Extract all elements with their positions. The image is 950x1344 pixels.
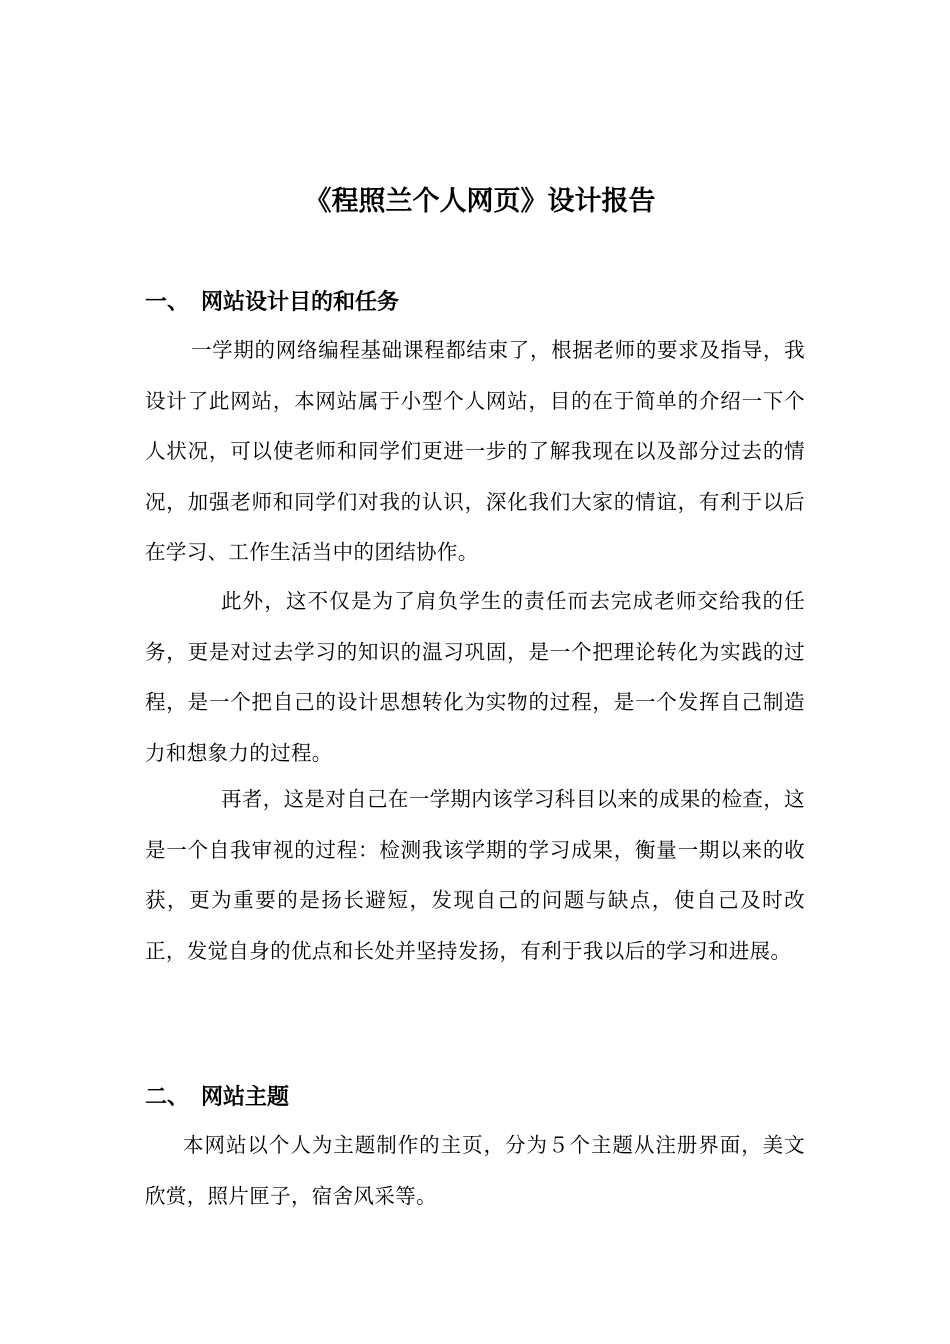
section-1-heading-text: 网站设计目的和任务 bbox=[201, 289, 400, 315]
section-1-heading bbox=[145, 286, 399, 318]
section-2-number: 二、 bbox=[145, 1084, 190, 1110]
section-1-number: 一、 bbox=[145, 289, 190, 315]
section-1-paragraph-2: 此外，这不仅是为了肩负学生的责任而去完成老师交给我的任务，更是对过去学习的知识的温习巩固，是一个把理论转化为实践的过程，是一个把自己的设计思想转化为实物的过程，是一个发挥自己制造力和想象力的过程。 bbox=[145, 589, 805, 765]
section-2-paragraph-1: 本网站以个人为主题制作的主页，分为５个主题从注册界面，美文欣赏，照片匣子，宿舍风采等。 bbox=[145, 1133, 805, 1208]
section-1-paragraph-3: 再者，这是对自己在一学期内该学习科目以来的成果的检查，这是一个自我审视的过程：检测我该学期的学习成果，衡量一期以来的收获，更为重要的是扬长避短，发现自己的问题与缺点，使自己及时改正，发觉自身的优点和长处并坚持发扬，有利于我以后的学习和进展。 bbox=[145, 787, 805, 963]
document-title: 《程照兰个人网页》设计报告 bbox=[304, 186, 656, 217]
section-2-heading bbox=[145, 1081, 289, 1113]
section-1-paragraph-1: 一学期的网络编程基础课程都结束了，根据老师的要求及指导，我设计了此网站，本网站属于小型个人网站，目的在于简单的介绍一下个人状况，可以使老师和同学们更进一步的了解我现在以及部分过去的情况，加强老师和同学们对我的认识，深化我们大家的情谊，有利于以后在学习、工作生活当中的团结协作。 bbox=[145, 338, 805, 564]
section-2-heading-text: 网站主题 bbox=[201, 1084, 290, 1110]
